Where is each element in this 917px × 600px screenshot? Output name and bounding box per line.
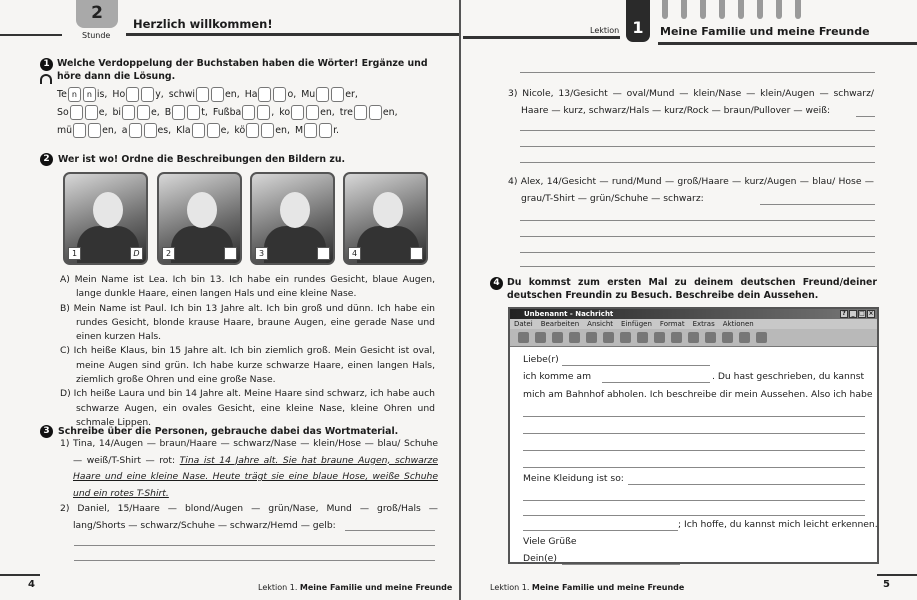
- page-footer: [490, 583, 684, 592]
- minimize-button[interactable]: _: [849, 310, 857, 318]
- word-item: [295, 123, 339, 138]
- word-item: [122, 123, 171, 138]
- email-text: ich komme am: [523, 371, 592, 382]
- task-3: [508, 86, 874, 119]
- answer-line[interactable]: [520, 146, 875, 147]
- window-title: Unbenannt - Nachricht: [524, 310, 614, 318]
- menu-item[interactable]: Bearbeiten: [540, 320, 580, 328]
- menu-item[interactable]: Einfügen: [621, 320, 652, 328]
- close-button[interactable]: ×: [868, 310, 874, 317]
- word-prefix: a: [121, 125, 128, 136]
- letter-box[interactable]: [88, 123, 101, 138]
- menu-item[interactable]: Aktionen: [722, 320, 754, 328]
- word-prefix: Ho: [112, 89, 126, 100]
- answer-line[interactable]: [520, 162, 875, 163]
- letter-box[interactable]: [246, 123, 259, 138]
- photo-4: [343, 172, 428, 265]
- word-item: [57, 105, 107, 120]
- letter-box[interactable]: n: [68, 87, 81, 102]
- footer-rule: [877, 574, 917, 576]
- photo-2: [157, 172, 242, 265]
- photo-number: 2: [162, 247, 175, 260]
- letter-box[interactable]: [122, 105, 135, 120]
- letter-box[interactable]: [192, 123, 205, 138]
- letter-box[interactable]: [137, 105, 150, 120]
- letter-box[interactable]: [257, 105, 270, 120]
- header-rule: [126, 33, 459, 36]
- answer-line[interactable]: [602, 382, 710, 383]
- description-item: C) Ich heiße Klaus, bin 15 Jahre alt. Ich bin ziemlich groß. Mein Gesicht ist oval, meine Augen sind grün. Ich habe kurze schwarze Haare, einen langen Hals, ziemlich große Ohren und eine große Nase.: [60, 345, 435, 386]
- menu-item[interactable]: Datei: [514, 320, 533, 328]
- help-button[interactable]: ?: [840, 310, 848, 318]
- word-item: [279, 105, 335, 120]
- toolbar-button-icon[interactable]: [671, 332, 682, 343]
- letter-box[interactable]: [242, 105, 255, 120]
- footer-prefix: Lektion 1.: [490, 583, 530, 592]
- exercise-number: 3: [40, 425, 53, 438]
- page-number: 4: [28, 579, 35, 590]
- answer-line[interactable]: [74, 560, 435, 561]
- toolbar-button-icon[interactable]: [756, 332, 767, 343]
- word-item: [340, 105, 398, 120]
- word-suffix: e,: [98, 107, 108, 118]
- task-prompt: 1) Tina, 14/Augen — braun/Haare — schwarz/Nase — klein/Hose — blau/ Schuhe — weiß/T-Shirt — rot:: [60, 438, 438, 466]
- answer-line[interactable]: [520, 72, 875, 73]
- answer-line[interactable]: [74, 545, 435, 546]
- letter-box[interactable]: [211, 87, 224, 102]
- letter-box[interactable]: n: [83, 87, 96, 102]
- letter-box[interactable]: [316, 87, 329, 102]
- lesson-label: Stunde: [82, 31, 111, 40]
- exercise-instruction: Wer ist wo! Ordne die Beschreibungen den Bildern zu.: [58, 154, 346, 165]
- header-rule: [0, 34, 62, 36]
- email-window: [508, 307, 879, 564]
- page-title: Herzlich willkommen!: [133, 17, 273, 31]
- tab-marker: [681, 0, 687, 19]
- header-rule: [463, 36, 620, 39]
- word-prefix: ko: [279, 107, 291, 118]
- exercise-instruction: Schreibe über die Personen, gebrauche dabei das Wortmaterial.: [58, 426, 399, 437]
- email-text: . Du hast geschrieben, du kannst: [712, 371, 865, 382]
- book-spine: [459, 0, 461, 600]
- letter-box[interactable]: [261, 123, 274, 138]
- exercise-instruction: Welche Verdoppelung der Buchstaben haben die Wörter! Ergänze und höre dann die Lösung.: [57, 58, 428, 82]
- letter-box[interactable]: [144, 123, 157, 138]
- word-prefix: Kla: [176, 125, 191, 136]
- answer-line[interactable]: [628, 484, 865, 485]
- photo-number: 4: [348, 247, 361, 260]
- word-item: [245, 87, 297, 102]
- word-suffix: r.: [333, 125, 340, 136]
- exercise-number: 1: [40, 58, 53, 71]
- word-suffix: en,: [275, 125, 290, 136]
- toolbar-button-icon[interactable]: [569, 332, 580, 343]
- toolbar-button-icon[interactable]: [535, 332, 546, 343]
- toolbar-button-icon[interactable]: [688, 332, 699, 343]
- answer-line[interactable]: [520, 220, 875, 221]
- word-prefix: Fußba: [212, 107, 242, 118]
- exercise-number: 2: [40, 153, 53, 166]
- answer-line[interactable]: [523, 500, 865, 501]
- tab-marker: [795, 0, 801, 19]
- answer-line[interactable]: [520, 130, 875, 131]
- email-text: mich am Bahnhof abholen. Ich beschreibe dir mein Aussehen. Also ich habe: [523, 389, 873, 400]
- letter-box[interactable]: [319, 123, 332, 138]
- word-suffix: es,: [157, 125, 172, 136]
- task-1: [60, 436, 438, 502]
- maximize-button[interactable]: □: [859, 310, 865, 317]
- photo-1: [63, 172, 148, 265]
- word-item: [57, 87, 107, 102]
- toolbar-button-icon[interactable]: [552, 332, 563, 343]
- answer-line[interactable]: [760, 204, 875, 205]
- answer-box[interactable]: [224, 247, 237, 260]
- tab-marker: [719, 0, 725, 19]
- photo-number: 3: [255, 247, 268, 260]
- letter-box[interactable]: [187, 105, 200, 120]
- answer-line[interactable]: [345, 530, 435, 531]
- letter-box[interactable]: [141, 87, 154, 102]
- word-item: [112, 87, 163, 102]
- word-item: [213, 105, 274, 120]
- answer-line[interactable]: [562, 365, 710, 366]
- answer-box[interactable]: [317, 247, 330, 260]
- answer-line[interactable]: [523, 515, 865, 516]
- page-title: Meine Familie und meine Freunde: [660, 25, 870, 38]
- clothing-label: Meine Kleidung ist so:: [523, 473, 624, 484]
- word-prefix: Ha: [244, 89, 258, 100]
- task-4: [508, 174, 874, 207]
- answer-box[interactable]: D: [130, 247, 143, 260]
- answer-line[interactable]: [562, 564, 680, 565]
- word-prefix: tre: [339, 107, 353, 118]
- word-suffix: e,: [220, 125, 230, 136]
- letter-box[interactable]: [172, 105, 185, 120]
- answer-line[interactable]: [523, 530, 678, 531]
- tab-marker: [757, 0, 763, 19]
- page-number: 5: [883, 579, 890, 590]
- word-item: [112, 105, 159, 120]
- letter-box[interactable]: [196, 87, 209, 102]
- photo-3: [250, 172, 335, 265]
- letter-box[interactable]: [331, 87, 344, 102]
- word-prefix: schwi: [168, 89, 195, 100]
- email-text: ; Ich hoffe, du kannst mich leicht erkennen.: [678, 519, 878, 530]
- person-face: [187, 192, 217, 228]
- word-prefix: M: [294, 125, 304, 136]
- word-item: [165, 105, 208, 120]
- photo-number: 1: [68, 247, 81, 260]
- letter-box[interactable]: [129, 123, 142, 138]
- toolbar-button-icon[interactable]: [586, 332, 597, 343]
- letter-box[interactable]: [207, 123, 220, 138]
- word-suffix: er,: [345, 89, 358, 100]
- word-prefix: B: [164, 107, 172, 118]
- letter-box[interactable]: [85, 105, 98, 120]
- toolbar-button-icon[interactable]: [637, 332, 648, 343]
- description-item: D) Ich heiße Laura und bin 14 Jahre alt. Meine Haare sind schwarz, ich habe auch schwarze Augen, ein ovales Gesicht, eine kleine Nase, kleine Ohren und schmale Lippen.: [60, 388, 435, 428]
- answer-line[interactable]: [520, 236, 875, 237]
- word-prefix: Mu: [301, 89, 316, 100]
- word-prefix: mü: [57, 125, 73, 136]
- word-item: [176, 123, 229, 138]
- word-suffix: o,: [287, 89, 297, 100]
- lektion-label: Lektion: [590, 26, 620, 35]
- word-suffix: ,: [271, 107, 275, 118]
- task-prompt: 3) Nicole, 13/Gesicht — oval/Mund — klein/Nase — klein/Augen — schwarz/ Haare — kurz, schwarz/Hals — kurz/Rock — braun/Pullover — weiß:: [508, 88, 874, 116]
- description-item: B) Mein Name ist Paul. Ich bin 13 Jahre alt. Ich bin groß und dünn. Ich habe ein rundes Gesicht, blonde krause Haare, braune Augen, eine gerade Nase und einen kurzen Hals.: [60, 302, 435, 343]
- footer-rule: [0, 574, 40, 576]
- window-titlebar: [510, 309, 877, 319]
- letter-box[interactable]: [291, 105, 304, 120]
- person-face: [373, 192, 403, 228]
- letter-box[interactable]: [306, 105, 319, 120]
- letter-fill-row: [57, 123, 344, 138]
- word-suffix: en,: [102, 125, 117, 136]
- handwritten-answer: Tina ist 14 Jahre alt. Sie hat braune Augen, schwarze Haare und eine kleine Nase. Heute trägt sie eine blaue Hose, weiße Schuhe und ein rotes T-Shirt.: [73, 454, 438, 499]
- word-suffix: t,: [201, 107, 208, 118]
- footer-title: Meine Familie und meine Freunde: [299, 583, 453, 592]
- tab-marker: [738, 0, 744, 19]
- word-suffix: en,: [382, 107, 398, 118]
- task-prompt: 4) Alex, 14/Gesicht — rund/Mund — groß/Haare — kurz/Augen — blau/ Hose — grau/T-Shirt — grün/Schuhe — schwarz:: [508, 176, 874, 204]
- toolbar-button-icon[interactable]: [705, 332, 716, 343]
- menu-item[interactable]: Extras: [692, 320, 715, 328]
- toolbar-button-icon[interactable]: [518, 332, 529, 343]
- person-face: [93, 192, 123, 228]
- answer-line[interactable]: [520, 266, 875, 267]
- letter-fill-row: [57, 105, 403, 120]
- word-prefix: kö: [234, 125, 246, 136]
- regards: Viele Grüße: [523, 536, 577, 547]
- word-prefix: Te: [57, 89, 67, 100]
- answer-line[interactable]: [856, 116, 875, 117]
- tab-marker: [662, 0, 668, 19]
- word-item: [301, 87, 358, 102]
- signature-label: Dein(e): [523, 553, 557, 564]
- word-suffix: en,: [320, 107, 335, 118]
- exercise-instruction: Du kommst zum ersten Mal zu deinem deutschen Freund/deiner deutschen Freundin zu Besuch. Beschreibe dein Aussehen.: [507, 277, 877, 301]
- exercise-number: 4: [490, 277, 503, 290]
- word-item: [57, 123, 117, 138]
- tab-marker: [776, 0, 782, 19]
- letter-box[interactable]: [273, 87, 286, 102]
- answer-line[interactable]: [523, 467, 865, 468]
- menu-item[interactable]: Ansicht: [587, 320, 614, 328]
- letter-box[interactable]: [258, 87, 271, 102]
- letter-box[interactable]: [126, 87, 139, 102]
- word-prefix: bi: [112, 107, 121, 118]
- task-prompt: 2) Daniel, 15/Haare — blond/Augen — grün/Nase, Mund — groß/Hals — lang/Shorts — schwarz/Schuhe — schwarz/Hemd — gelb:: [60, 503, 438, 531]
- letter-box[interactable]: [354, 105, 367, 120]
- greeting: Liebe(r): [523, 354, 559, 365]
- answer-line[interactable]: [523, 416, 865, 417]
- answer-line[interactable]: [523, 433, 865, 434]
- footer-title: Meine Familie und meine Freunde: [531, 583, 685, 592]
- toolbar-button-icon[interactable]: [739, 332, 750, 343]
- lesson-tab: 2: [76, 0, 118, 28]
- letter-box[interactable]: [73, 123, 86, 138]
- person-face: [280, 192, 310, 228]
- toolbar-button-icon[interactable]: [603, 332, 614, 343]
- header-rule: [658, 42, 917, 45]
- menu-item[interactable]: Format: [659, 320, 685, 328]
- answer-box[interactable]: [410, 247, 423, 260]
- word-item: [169, 87, 240, 102]
- word-suffix: is,: [96, 89, 108, 100]
- word-suffix: y,: [155, 89, 164, 100]
- description-item: A) Mein Name ist Lea. Ich bin 13. Ich habe ein rundes Gesicht, blaue Augen, lange dunkle Haare, einen langen Hals und eine kleine Nase.: [60, 274, 435, 300]
- toolbar-button-icon[interactable]: [654, 332, 665, 343]
- toolbar-button-icon[interactable]: [722, 332, 733, 343]
- word-item: [234, 123, 290, 138]
- answer-line[interactable]: [523, 450, 865, 451]
- answer-line[interactable]: [520, 252, 875, 253]
- toolbar-button-icon[interactable]: [620, 332, 631, 343]
- letter-box[interactable]: [304, 123, 317, 138]
- tab-marker: [700, 0, 706, 19]
- lektion-tab: 1: [626, 0, 650, 42]
- word-prefix: So: [57, 107, 69, 118]
- letter-box[interactable]: [70, 105, 83, 120]
- menu-bar: [510, 319, 877, 329]
- footer-prefix: Lektion 1.: [258, 583, 298, 592]
- headphones-icon: [40, 74, 52, 84]
- letter-fill-row: [57, 87, 363, 102]
- word-suffix: e,: [151, 107, 160, 118]
- word-suffix: en,: [224, 89, 240, 100]
- descriptions: [60, 273, 435, 430]
- toolbar: [510, 329, 877, 347]
- letter-box[interactable]: [369, 105, 382, 120]
- page-footer: [258, 583, 452, 592]
